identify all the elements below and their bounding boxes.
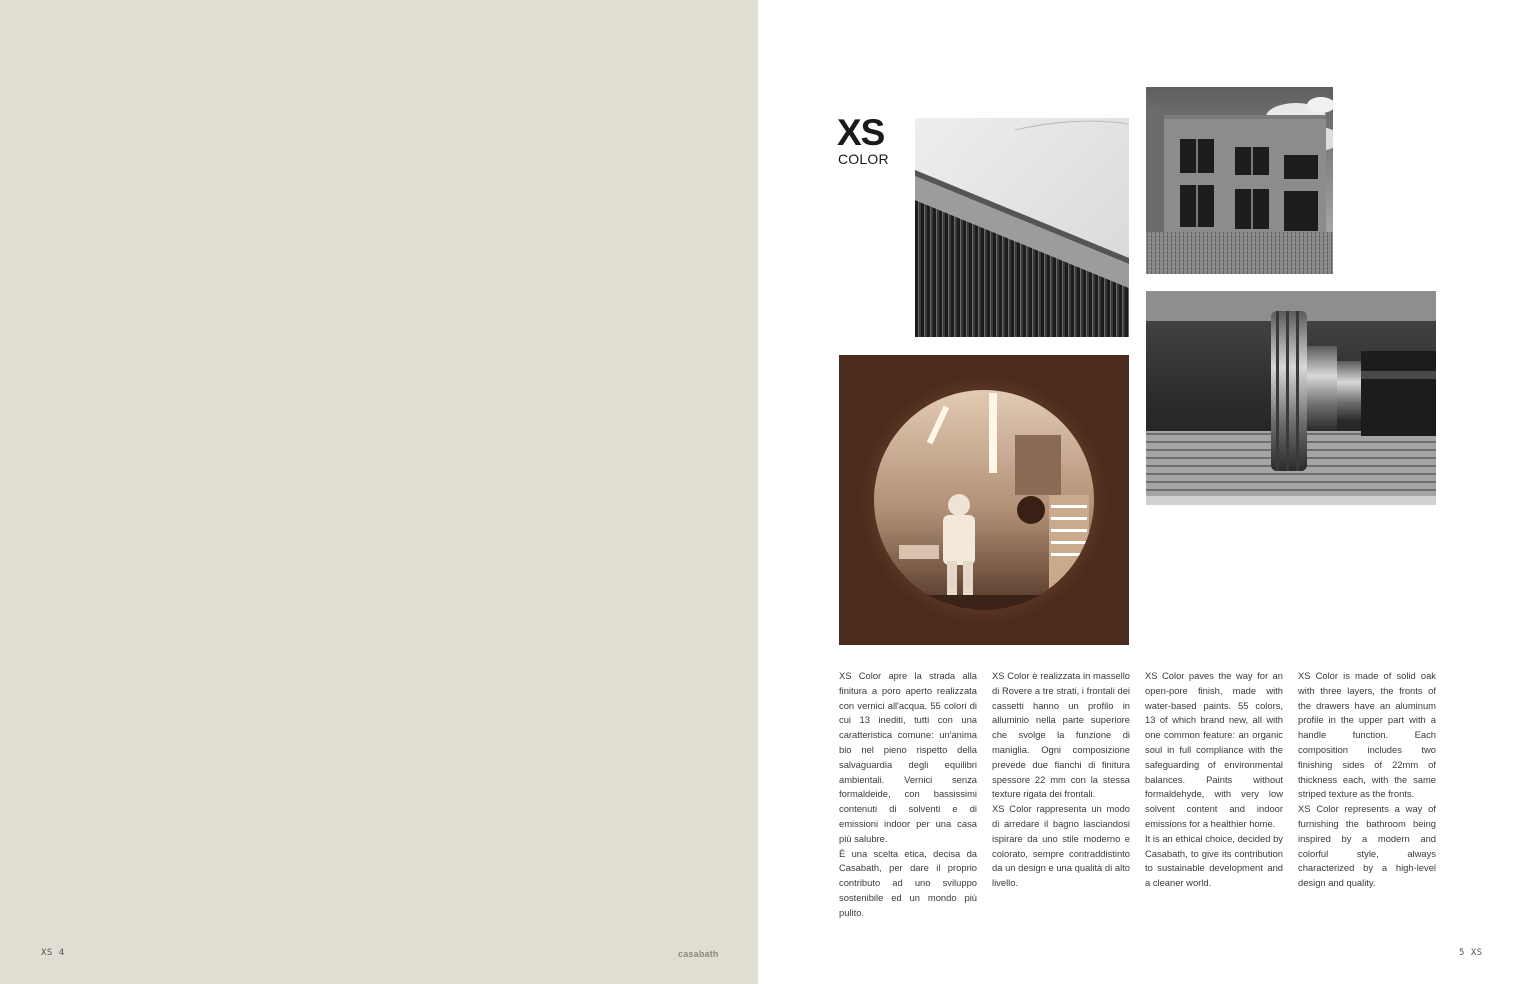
paragraph: It is an ethical choice, decided by Casabath, to give its contribution to sustainable development and a cleaner world.: [1145, 832, 1283, 889]
paragraph: XS Color paves the way for an open-pore finish, made with water-based paints. 55 colors, 13 of which brand new, all with one common feature: an organic soul in full compliance with the safeguarding of environmental balances. Paints without formaldehyde, with very low solvent content and indoor emissions for a healthier home.: [1145, 670, 1283, 829]
brand-name: casabath: [678, 949, 719, 959]
building-photo-icon: [1146, 87, 1333, 274]
left-page: [0, 0, 758, 984]
paragraph: XS Color apre la strada alla finitura a poro aperto realizzata con vernici all'acqua. 55 colori di cui 13 inediti, tutti con una caratteristica comune: un'anima bio nel pieno rispetto della salvaguardia degli equilibri ambientali. Vernici senza formaldeide, con bassissimi contenuti di solventi e di emissioni indoor per una casa più salubre.: [839, 670, 977, 844]
text-column-it-1: [839, 669, 977, 921]
photo-milling-machine: [1146, 291, 1436, 505]
paragraph: XS Color is made of solid oak with three layers, the fronts of the drawers have an aluminum profile in the upper part with a handle function. Each composition includes two finishing sides of 22mm of thickness each, with the same striped texture as the fronts.: [1298, 670, 1436, 800]
page-title: XS: [837, 112, 885, 153]
machine-photo-icon: [1146, 291, 1436, 505]
text-column-it-2: [992, 669, 1130, 891]
right-page-number: 5 XS: [1459, 948, 1483, 958]
painter-photo-icon: [839, 355, 1129, 645]
paragraph: XS Color represents a way of furnishing the bathroom being inspired by a modern and colorful style, always characterized by a high-level design and quality.: [1298, 803, 1436, 889]
photo-striped-front: [915, 118, 1129, 337]
paragraph: XS Color è realizzata in massello di Rovere a tre strati, i frontali dei cassetti hanno un profilo in alluminio nella parte superiore che svolge la funzione di maniglia. Ogni composizione prevede due fianchi di finitura spessore 22 mm con la stessa texture rigata dei frontali.: [992, 670, 1130, 800]
furniture-front-photo-icon: [915, 118, 1129, 337]
photo-building: [1146, 87, 1333, 274]
photo-spray-booth: [839, 355, 1129, 645]
text-column-en-1: [1145, 669, 1283, 891]
text-column-en-2: [1298, 669, 1436, 891]
paragraph: È una scelta etica, decisa da Casabath, per dare il proprio contributo ad uno sviluppo sostenibile ed un mondo più pulito.: [839, 847, 977, 918]
paragraph: XS Color rappresenta un modo di arredare il bagno lasciandosi ispirare da uno stile moderno e colorato, sempre contraddistinto da un design e una qualità di alto livello.: [992, 803, 1130, 889]
page-subtitle: COLOR: [838, 151, 889, 167]
left-page-number: XS 4: [41, 948, 65, 958]
